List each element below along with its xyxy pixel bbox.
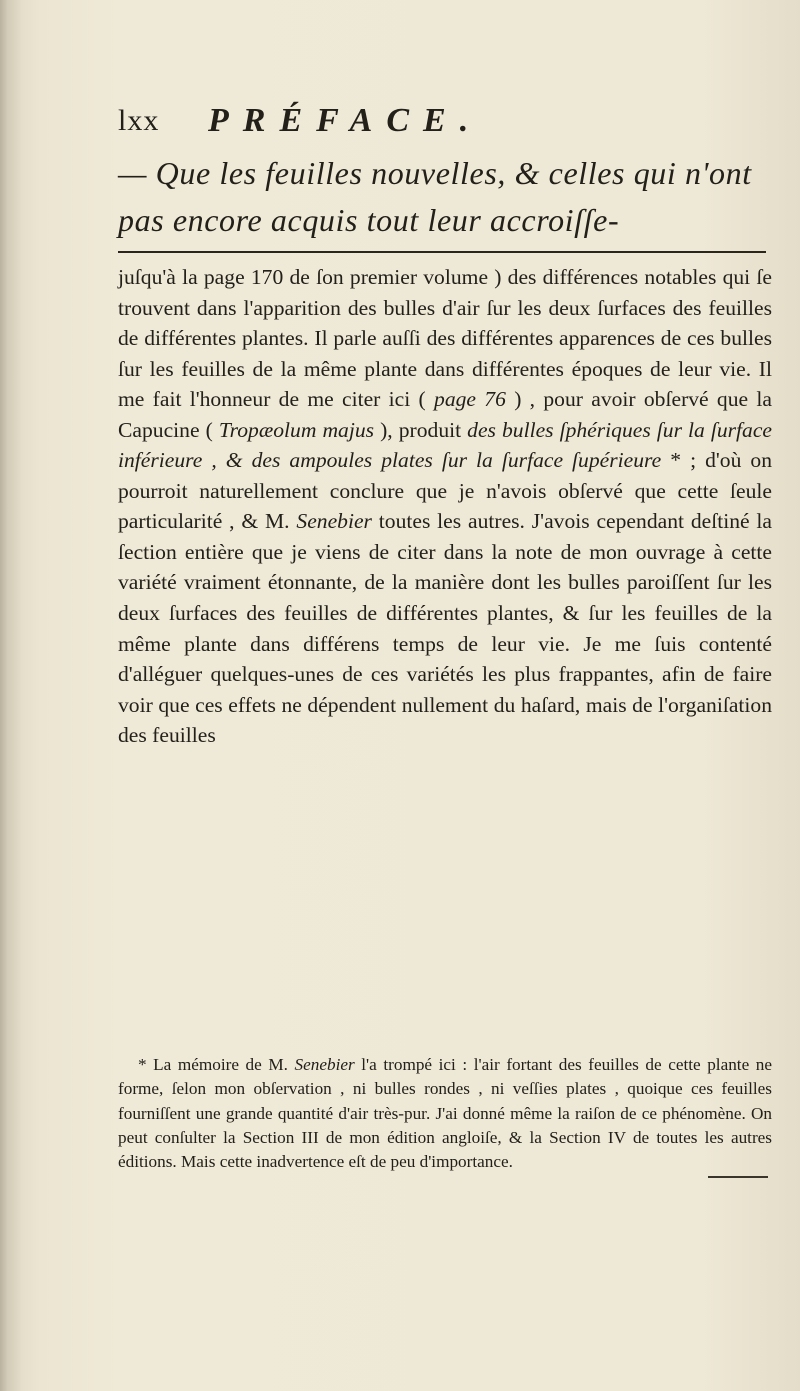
footnote-segment: l'a trompé ici : l'air fortant des feuilles de cette plante ne forme, ſelon mon obſervation , ni bulles rondes , ni veſſies plates , quoique ces feuilles fourniſſent une grande quantité d'air très-pur. J'ai donné même la raiſon de ce phénomène. On peut conſulter la Section III de mon édition angloiſe, & la Section IV de toutes les autres éditions. Mais cette inadvertence eſt de peu d'importance. bbox=[118, 1055, 773, 1172]
footnote-end-rule bbox=[708, 1176, 768, 1178]
running-title: PRÉFACE. bbox=[208, 102, 483, 139]
body-italic-latin-name: Tropæolum majus bbox=[218, 417, 375, 442]
heading-divider bbox=[118, 251, 766, 253]
footnote-paragraph bbox=[118, 1053, 772, 1174]
page-number: lxx bbox=[118, 104, 160, 137]
footnote-segment: * La mémoire de M. bbox=[138, 1055, 288, 1074]
body-italic-author: Senebier bbox=[296, 509, 372, 534]
footnote-italic-author: Senebier bbox=[294, 1055, 355, 1074]
page-binding-shadow bbox=[0, 0, 22, 1391]
running-header bbox=[118, 100, 758, 140]
body-italic-quotation: des bulles ſphériques ſur la ſurface inférieure , & des ampoules plates ſur la ſurface ſupérieure bbox=[118, 417, 773, 473]
body-segment: ), produit bbox=[380, 417, 462, 442]
footnote bbox=[118, 1053, 772, 1174]
main-paragraph bbox=[118, 262, 772, 751]
body-segment: ) , pour avoir obſervé que la Capucine ( bbox=[118, 387, 772, 442]
body-segment: * ; d'où on pourroit naturellement conclure que je n'avois obſervé que cette ſeule particularité , & M. bbox=[118, 448, 772, 534]
body-italic-page-ref: page 76 bbox=[434, 387, 506, 412]
body-segment: toutes les autres. J'avois cependant deſtiné la ſection entière que je viens de citer dans la note de mon ouvrage à cette variété vraiment étonnante, de la manière dont les bulles paroiſſent ſur les deux ſurfaces des feuilles de différentes plantes, & ſur les feuilles de la même plante dans différens temps de leur vie. Je me ſuis contenté d'alléguer quelques-unes de ces variétés les plus frappantes, afin de faire voir que ces effets ne dépendent nullement du haſard, mais de l'organiſation des feuilles bbox=[118, 509, 772, 748]
main-text bbox=[118, 262, 772, 751]
body-segment: juſqu'à la page 170 de ſon premier volume ) des différences notables qui ſe trouvent dans l'apparition des bulles d'air ſur les deux ſurfaces des feuilles de différentes plantes. Il parle auſſi des différentes apparences de ces bulles ſur les feuilles de la même plante dans différentes époques de leur vie. Il me fait l'honneur de me citer ici ( bbox=[118, 265, 772, 412]
section-heading-quote: — Que les feuilles nouvelles, & celles qui n'ont pas encore acquis tout leur accroiſſe- bbox=[118, 155, 752, 238]
